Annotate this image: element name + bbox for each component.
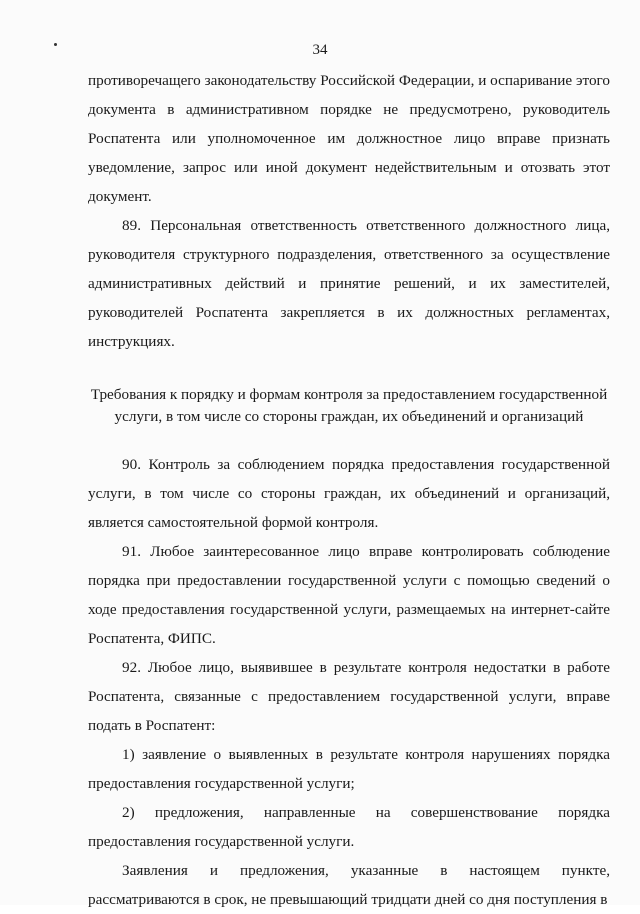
paragraph-final: Заявления и предложения, указанные в настоящем пункте, рассматриваются в срок, не превышающий тридцати дней со дня поступления в	[88, 862, 610, 908]
section-heading-line-2: услуги, в том числе со стороны граждан, их объединений и организаций	[114, 408, 584, 425]
list-item-2: 2) предложения, направленные на совершенствование порядка предоставления государственной услуги.	[88, 804, 610, 850]
paragraph-90: 90. Контроль за соблюдением порядка предоставления государственной услуги, в том числе со стороны граждан, их объединений и организаций, является самостоятельной формой контроля.	[88, 456, 610, 531]
paragraph-92: 92. Любое лицо, выявившее в результате контроля недостатки в работе Роспатента, связанные с предоставлением государственной услуги, вправе подать в Роспатент:	[88, 659, 610, 734]
page-number: 34	[312, 42, 328, 58]
paragraph-continuation: противоречащего законодательству Российской Федерации, и оспаривание этого документа в административном порядке не предусмотрено, руководитель Роспатента или уполномоченное им должностное лицо вправе признать уведомление, запрос или иной документ недействительным и отозвать этот документ.	[88, 72, 610, 205]
section-heading-line-1: Требования к порядку и формам контроля за предоставлением государственной	[90, 386, 608, 403]
list-item-1: 1) заявление о выявленных в результате контроля нарушениях порядка предоставления государственной услуги;	[88, 746, 610, 792]
section-heading	[88, 384, 610, 428]
paragraph-91: 91. Любое заинтересованное лицо вправе контролировать соблюдение порядка при предоставлении государственной услуги с помощью сведений о ходе предоставления государственной услуги, размещаемых на интернет-сайте Роспатента, ФИПС.	[88, 543, 610, 647]
paragraph-89: 89. Персональная ответственность ответственного должностного лица, руководителя структурного подразделения, ответственного за осуществление административных действий и принятие решений, и их заместителей, руководителей Роспатента закрепляется в их должностных регламентах, инструкциях.	[88, 217, 610, 350]
document-body	[88, 66, 610, 914]
